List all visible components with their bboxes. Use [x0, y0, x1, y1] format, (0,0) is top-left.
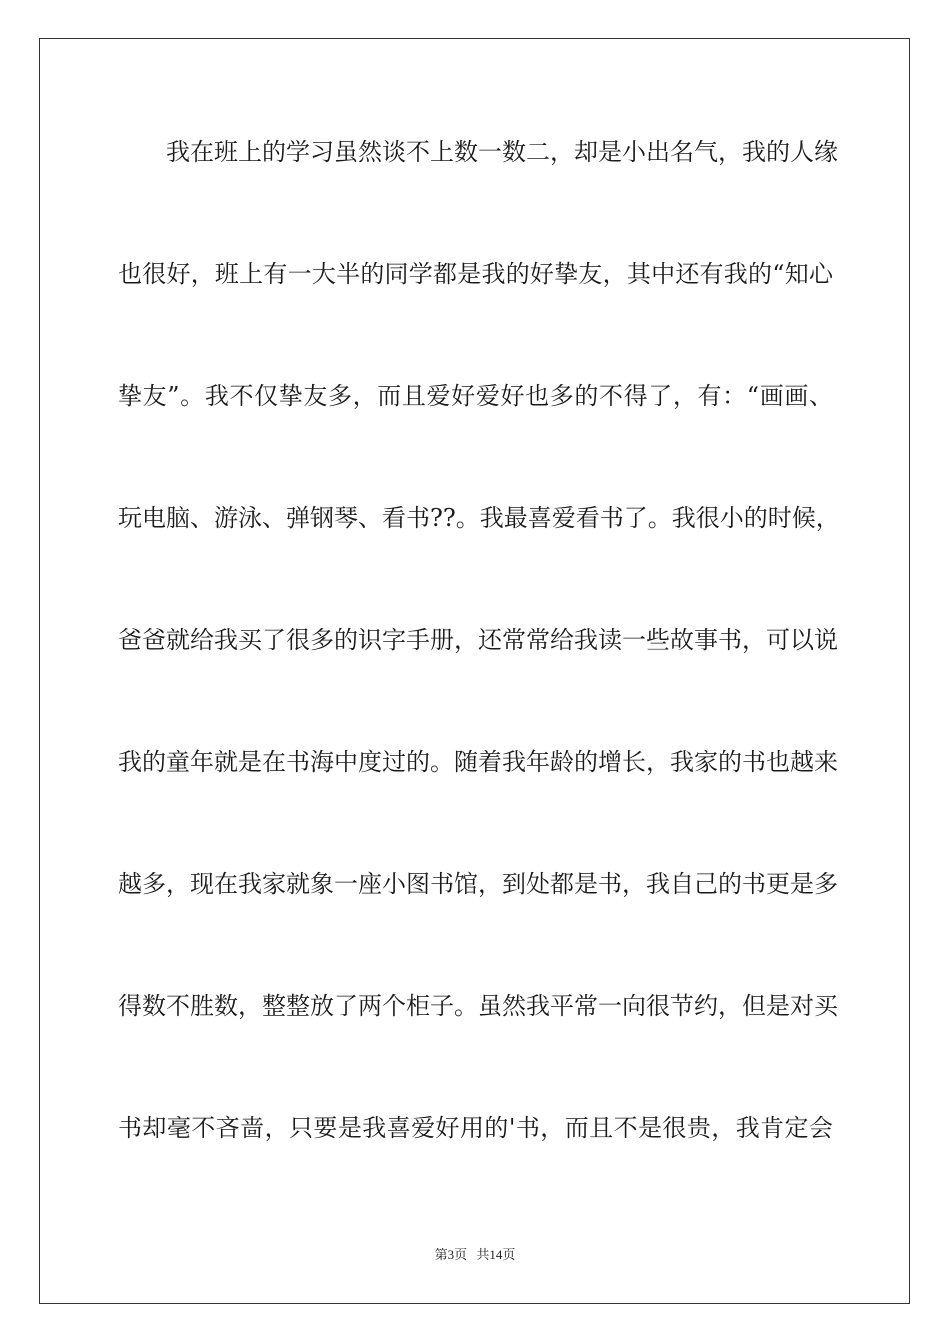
paragraph-line-4: 玩电脑、游泳、弹钢琴、看书??。我最喜爱看书了。我很小的时候， [118, 504, 840, 532]
paragraph-line-5: 爸爸就给我买了很多的识字手册，还常常给我读一些故事书，可以说 [118, 626, 838, 654]
paragraph-line-9: 书却毫不吝啬，只要是我喜爱好用的'书，而且不是很贵，我肯定会 [118, 1114, 833, 1142]
paragraph-line-8: 得数不胜数，整整放了两个柜子。虽然我平常一向很节约，但是对买 [118, 992, 838, 1020]
page-number: 第3页 [434, 1247, 468, 1262]
paragraph-line-6: 我的童年就是在书海中度过的。随着我年龄的增长，我家的书也越来 [118, 748, 838, 776]
total-pages: 共14页 [476, 1247, 516, 1262]
paragraph-line-1: 我在班上的学习虽然谈不上数一数二，却是小出名气，我的人缘 [166, 138, 838, 166]
paragraph-line-2: 也很好，班上有一大半的同学都是我的好挚友，其中还有我的“知心 [118, 260, 833, 288]
paragraph-line-7: 越多，现在我家就象一座小图书馆，到处都是书，我自己的书更是多 [118, 870, 838, 898]
paragraph-line-3: 挚友”。我不仅挚友多，而且爱好爱好也多的不得了，有：“画画、 [118, 382, 833, 410]
page-footer [0, 1247, 950, 1263]
